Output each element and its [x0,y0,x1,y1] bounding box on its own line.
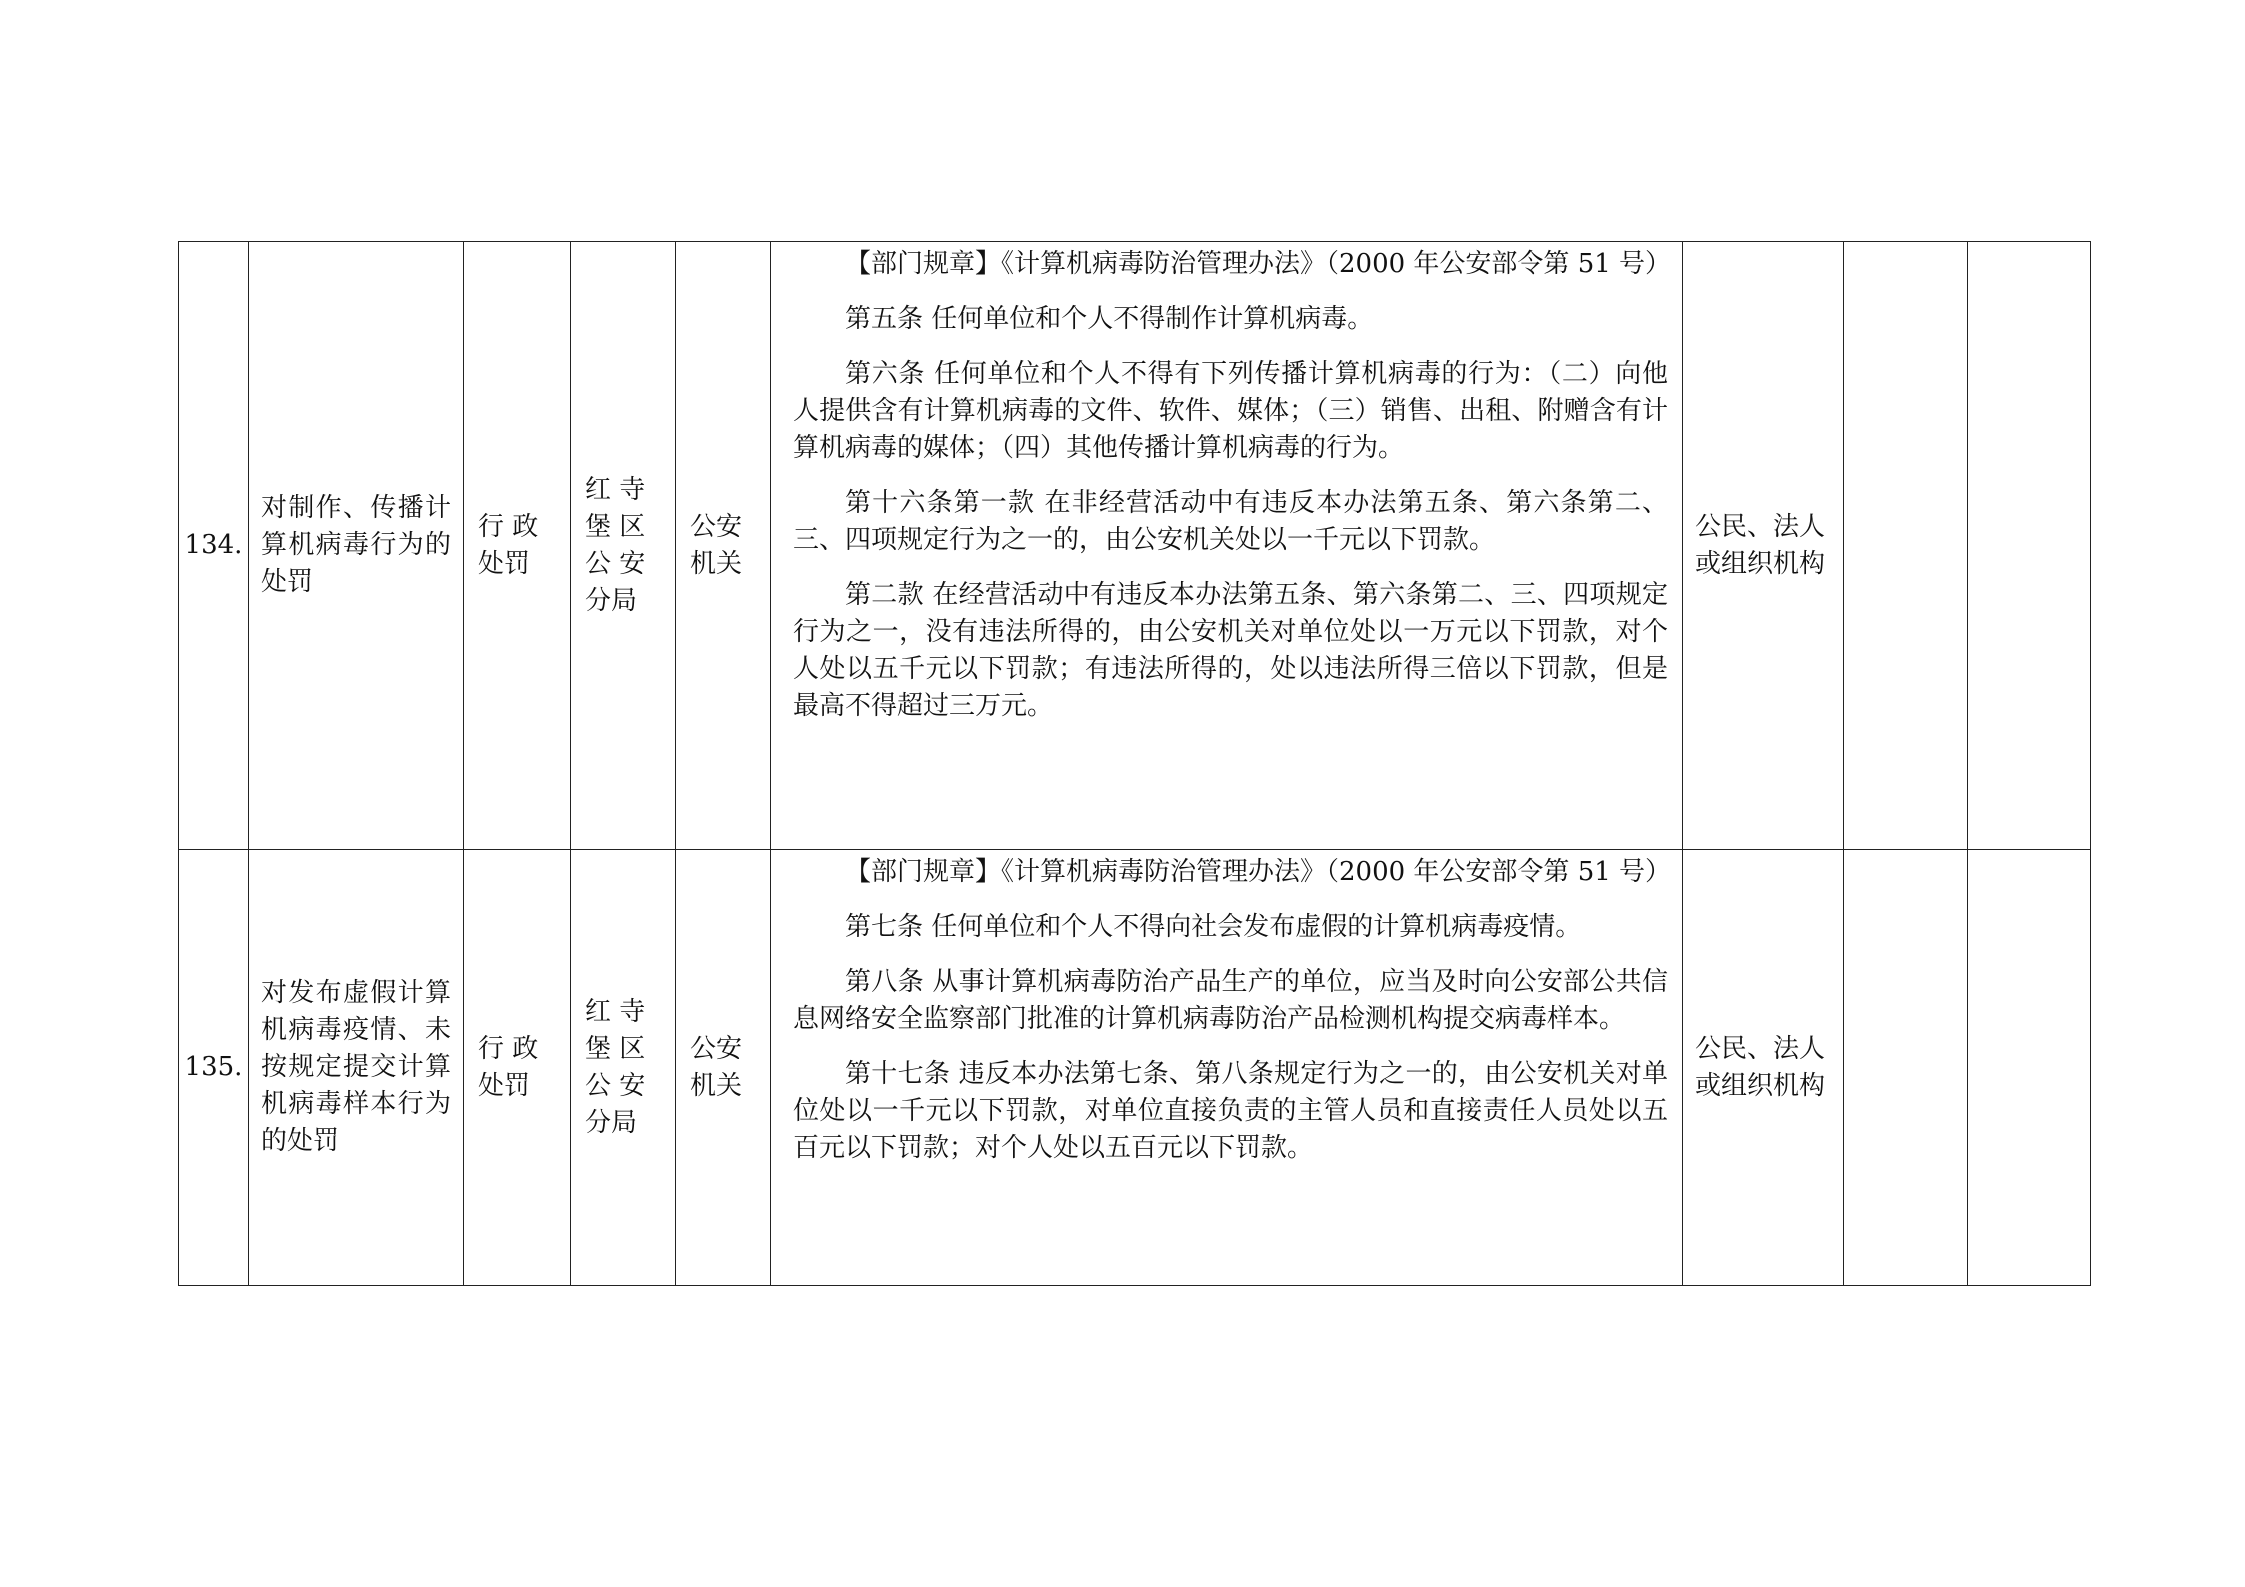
basis-paragraph: 第十六条第一款 在非经营活动中有违反本办法第五条、第六条第二、三、四项规定行为之一的，由公安机关处以一千元以下罚款。 [793,488,1668,555]
basis-paragraph: 第二款 在经营活动中有违反本办法第五条、第六条第二、三、四项规定行为之一，没有违法所得的，由公安机关对单位处以一万元以下罚款，对个人处以五千元以下罚款；有违法所得的，处以违法所得三倍以下罚款，但是最高不得超过三万元。 [793,580,1668,721]
legal-basis [771,242,1683,850]
empty-cell [1968,242,2091,850]
empty-cell [1968,850,2091,1286]
department-line: 红 寺 [585,474,646,505]
department-line: 堡 区 [585,511,646,542]
subject-line: 或组织机构 [1695,548,1826,579]
organ-line: 机关 [690,548,743,579]
enforcement-organ [676,850,771,1286]
implementing-department [571,850,676,1286]
category-line: 处罚 [478,548,531,579]
subject-line: 公民、法人 [1695,1033,1826,1064]
empty-cell [1844,242,1968,850]
item-number: 134. [179,242,249,850]
basis-paragraph: 第六条 任何单位和个人不得有下列传播计算机病毒的行为：（二）向他人提供含有计算机病毒的文件、软件、媒体；（三）销售、出租、附赠含有计算机病毒的媒体；（四）其他传播计算机病毒的行为。 [793,359,1668,463]
category-line: 处罚 [478,1070,531,1101]
basis-paragraph: 第七条 任何单位和个人不得向社会发布虚假的计算机病毒疫情。 [845,912,1582,942]
applicable-subject [1683,242,1844,850]
category-line: 行 政 [478,511,539,542]
item-category [464,242,571,850]
department-line: 分局 [585,585,638,616]
basis-paragraph: 第八条 从事计算机病毒防治产品生产的单位，应当及时向公安部公共信息网络安全监察部门批准的计算机病毒防治产品检测机构提交病毒样本。 [793,967,1668,1034]
basis-paragraph: 第五条 任何单位和个人不得制作计算机病毒。 [845,304,1374,334]
empty-cell [1844,850,1968,1286]
department-line: 分局 [585,1107,638,1138]
table-row [179,242,2091,850]
organ-line: 公安 [690,1033,743,1064]
penalty-items-table [178,241,2091,1286]
applicable-subject [1683,850,1844,1286]
subject-line: 或组织机构 [1695,1070,1826,1101]
enforcement-organ [676,242,771,850]
category-line: 行 政 [478,1033,539,1064]
department-line: 红 寺 [585,996,646,1027]
implementing-department [571,242,676,850]
organ-line: 公安 [690,511,743,542]
basis-paragraph: 【部门规章】《计算机病毒防治管理办法》（2000 年公安部令第 51 号） [845,249,1672,279]
legal-basis [771,850,1683,1286]
item-category [464,850,571,1286]
subject-line: 公民、法人 [1695,511,1826,542]
basis-paragraph: 第十七条 违反本办法第七条、第八条规定行为之一的，由公安机关对单位处以一千元以下罚款，对单位直接负责的主管人员和直接责任人员处以五百元以下罚款；对个人处以五百元以下罚款。 [793,1059,1668,1163]
table-row [179,850,2091,1286]
item-name: 对发布虚假计算机病毒疫情、未按规定提交计算机病毒样本行为的处罚 [249,850,464,1286]
department-line: 公 安 [585,548,646,579]
department-line: 堡 区 [585,1033,646,1064]
organ-line: 机关 [690,1070,743,1101]
item-number: 135. [179,850,249,1286]
item-name: 对制作、传播计算机病毒行为的处罚 [249,242,464,850]
basis-paragraph: 【部门规章】《计算机病毒防治管理办法》（2000 年公安部令第 51 号） [845,857,1672,887]
department-line: 公 安 [585,1070,646,1101]
